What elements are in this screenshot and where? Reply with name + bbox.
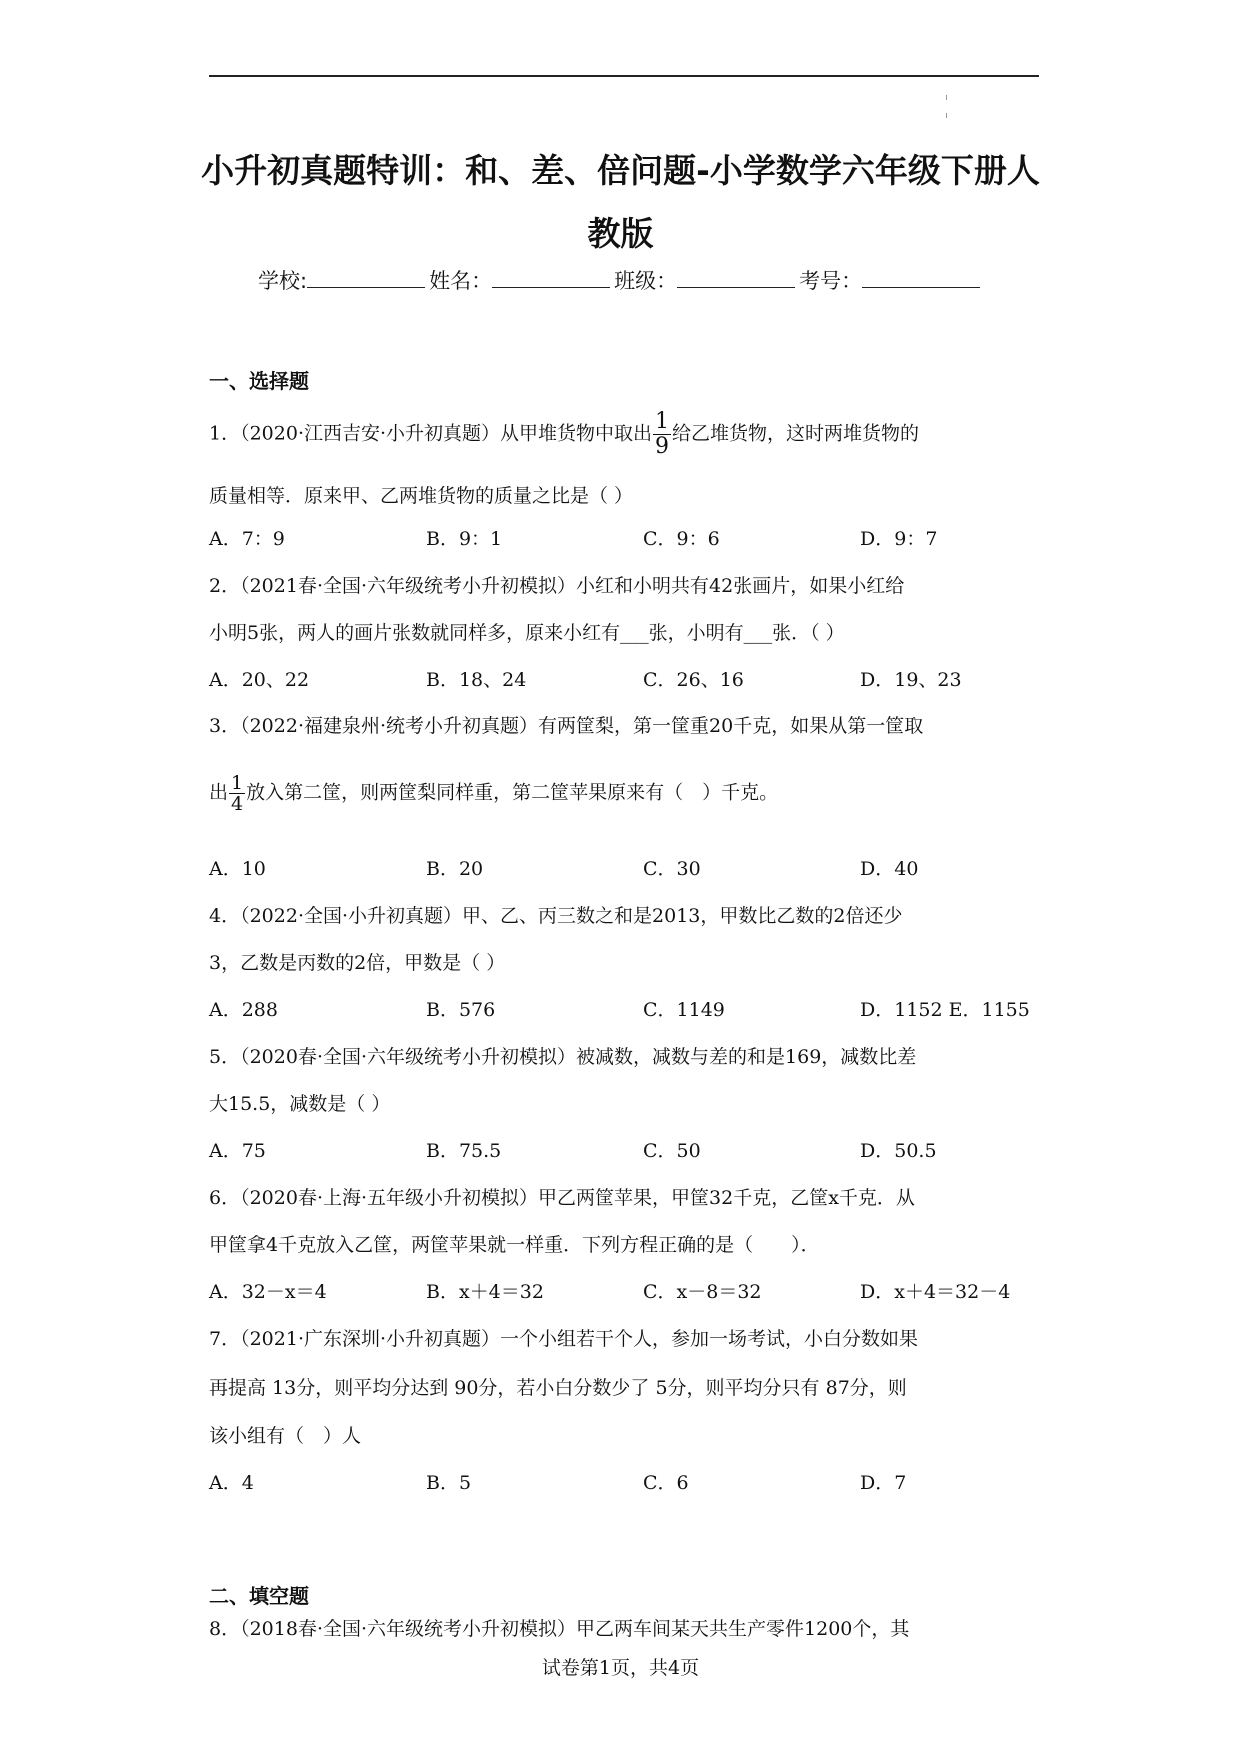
question-text: 出 (209, 781, 229, 804)
option: B．x＋4＝32 (426, 1281, 544, 1303)
option: A．4 (209, 1472, 254, 1494)
option: A．20、22 (209, 669, 310, 691)
option: C．1149 (643, 999, 725, 1021)
option: A．7：9 (209, 528, 285, 550)
option: A．75 (209, 1140, 266, 1162)
option: D．50.5 (860, 1140, 937, 1162)
question-8: 8．（2018春·全国·六年级统考小升初模拟）甲乙两车间某天共生产零件1200个，其 (209, 1618, 910, 1640)
option: B．576 (426, 999, 496, 1021)
name-blank (492, 269, 610, 288)
class-blank (677, 269, 795, 288)
option: B．18、24 (426, 669, 527, 691)
fraction (653, 410, 671, 459)
section-heading: 二、填空题 (209, 1584, 309, 1608)
name-label: 姓名： (429, 269, 493, 293)
option: C．9：6 (643, 528, 720, 550)
question-text (209, 773, 778, 814)
question-6: 6．（2020春·上海·五年级小升初模拟）甲乙两筐苹果，甲筐32千克，乙筐x千克．从 (209, 1187, 915, 1209)
question-5: 5．（2020春·全国·六年级统考小升初模拟）被减数，减数与差的和是169，减数比差 (209, 1046, 917, 1068)
fraction (229, 773, 245, 814)
question-4: 4．（2022·全国·小升初真题）甲、乙、丙三数之和是2013，甲数比乙数的2倍还少 (209, 905, 903, 927)
exam-no-blank (862, 269, 980, 288)
option: C．30 (643, 858, 701, 880)
school-blank (307, 269, 425, 288)
exam-no-label: 考号： (799, 269, 863, 293)
option: B．9：1 (426, 528, 503, 550)
page-footer: 试卷第1页，共4页 (541, 1657, 700, 1679)
question-1 (209, 410, 919, 459)
question-text: 质量相等．原来甲、乙两堆货物的质量之比是（ ） (209, 485, 634, 507)
question-text: 甲筐拿4千克放入乙筐，两筐苹果就一样重．下列方程正确的是（ ）． (209, 1234, 820, 1256)
fraction-denominator: 4 (231, 793, 244, 815)
option: A．288 (209, 999, 278, 1021)
option: A．10 (209, 858, 266, 880)
option: B．20 (426, 858, 484, 880)
question-text: 1．（2020·江西吉安·小升初真题）从甲堆货物中取出 (209, 422, 653, 445)
option: D．x＋4＝32－4 (860, 1281, 1011, 1303)
student-info (258, 265, 984, 295)
option: D．9：7 (860, 528, 938, 550)
option: A．32－x＝4 (209, 1281, 327, 1303)
section-heading: 一、选择题 (209, 369, 309, 393)
page-title: 小升初真题特训：和、差、倍问题-小学数学六年级下册人 (201, 151, 1040, 190)
option: B．75.5 (426, 1140, 502, 1162)
question-text: 大15.5，减数是（ ） (209, 1093, 391, 1115)
question-text: 3，乙数是丙数的2倍，甲数是（ ） (209, 952, 506, 974)
fraction-numerator: 1 (655, 409, 670, 434)
school-label: 学校: (258, 269, 308, 293)
question-2: 2．（2021春·全国·六年级统考小升初模拟）小红和小明共有42张画片，如果小红给 (209, 575, 905, 597)
header-rule (209, 75, 1039, 77)
option: B．5 (426, 1472, 472, 1494)
option: D．1152 E．1155 (860, 999, 1030, 1021)
question-text: 给乙堆货物，这时两堆货物的 (672, 422, 920, 445)
decorative-dot (946, 95, 947, 100)
option: D．19、23 (860, 669, 962, 691)
question-7: 7．（2021·广东深圳·小升初真题）一个小组若干个人，参加一场考试，小白分数如果 (209, 1328, 919, 1350)
question-text: 放入第二筐，则两筐梨同样重，第二筐苹果原来有（ ）千克。 (246, 781, 779, 804)
question-text: 小明5张，两人的画片张数就同样多，原来小红有___张，小明有___张．（ ） (209, 622, 845, 644)
question-3: 3．（2022·福建泉州·统考小升初真题）有两筐梨，第一筐重20千克，如果从第一筐取 (209, 715, 924, 737)
option: C．50 (643, 1140, 701, 1162)
question-text: 再提高 13分，则平均分达到 90分，若小白分数少了 5分，则平均分只有 87分，则 (209, 1377, 907, 1399)
question-text: 该小组有（ ）人 (209, 1425, 362, 1447)
fraction-numerator: 1 (231, 772, 244, 794)
decorative-dot (946, 113, 947, 118)
option: C．x－8＝32 (643, 1281, 762, 1303)
option: D．7 (860, 1472, 907, 1494)
page-title-cont: 教版 (587, 214, 654, 253)
option: D．40 (860, 858, 919, 880)
fraction-denominator: 9 (655, 434, 670, 459)
option: C．26、16 (643, 669, 744, 691)
class-label: 班级： (614, 269, 678, 293)
option: C．6 (643, 1472, 689, 1494)
